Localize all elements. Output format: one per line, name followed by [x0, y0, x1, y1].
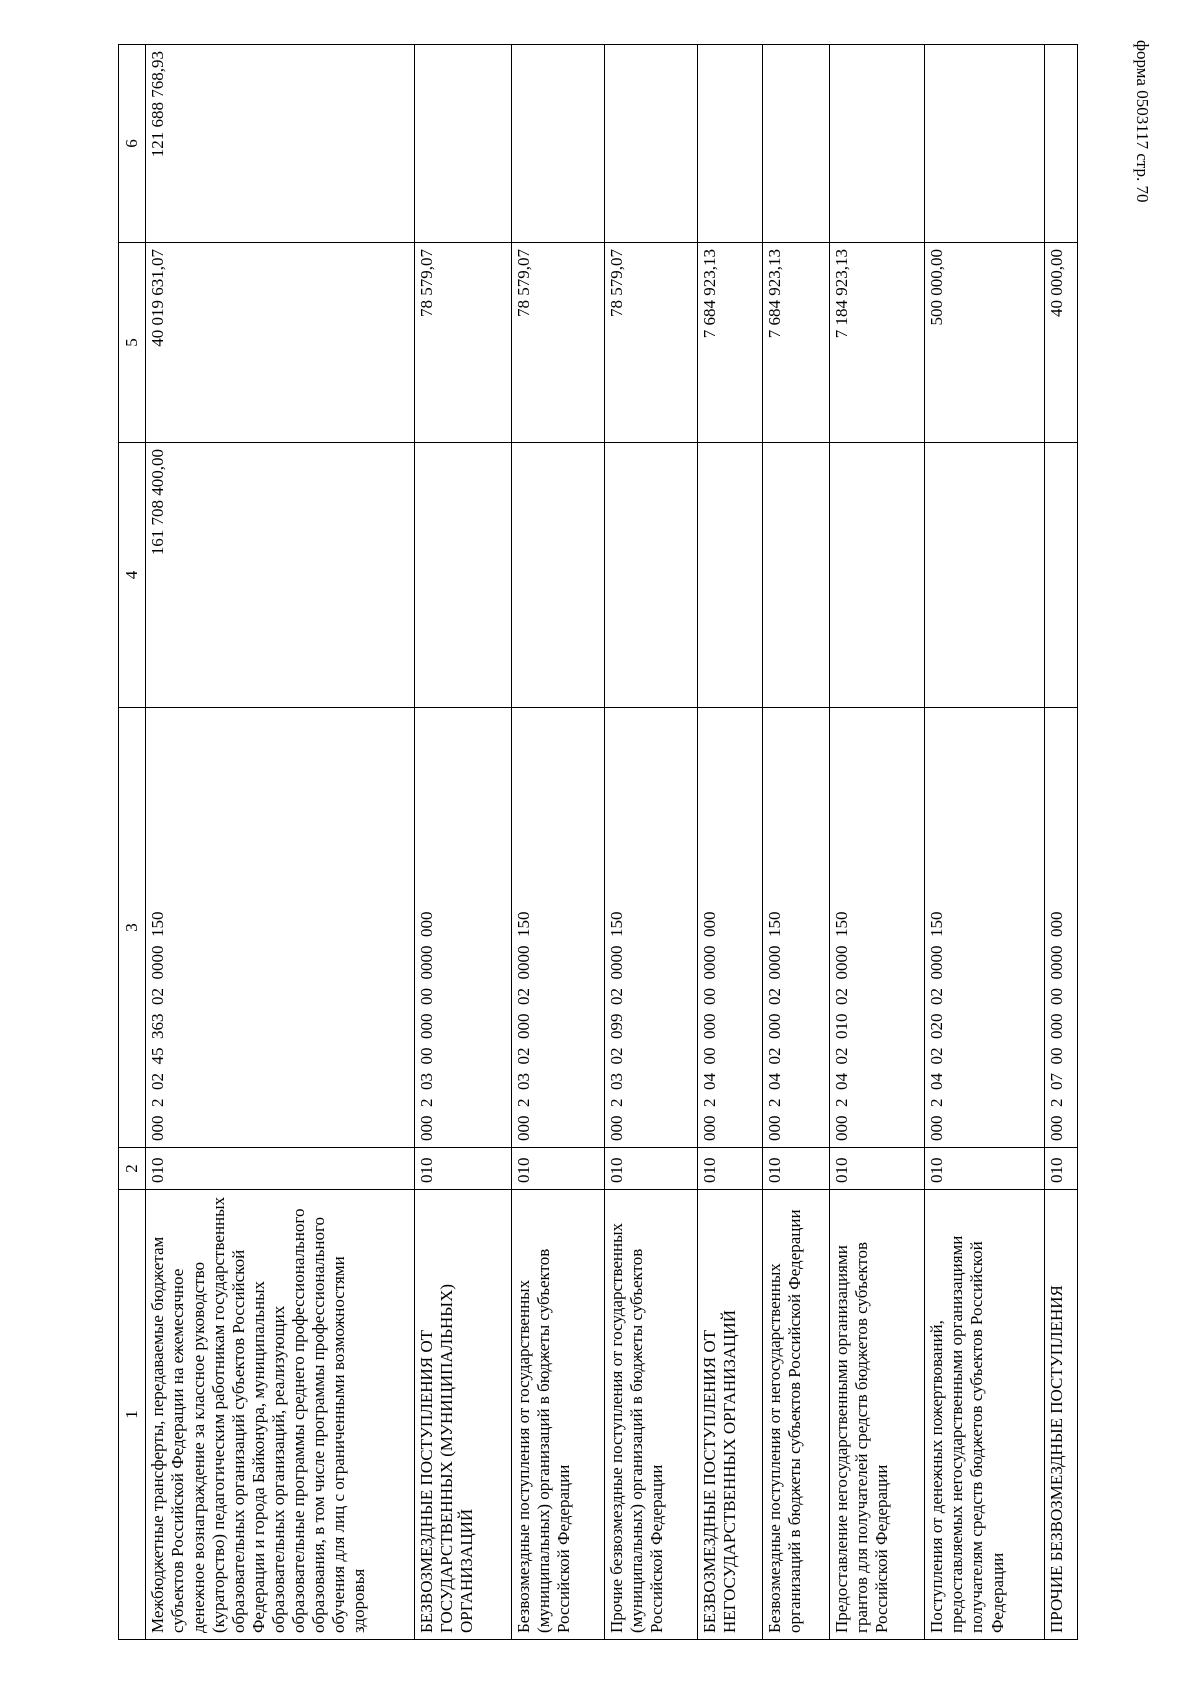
row-executed: 78 579,07 — [415, 243, 512, 443]
row-name: БЕЗВОЗМЕЗДНЫЕ ПОСТУПЛЕНИЯ ОТ НЕГОСУДАРСТВЕННЫХ ОРГАНИЗАЦИЙ — [697, 1190, 763, 1640]
column-number: 3 — [119, 708, 146, 1148]
table-row — [925, 45, 1044, 1640]
row-approved — [415, 443, 512, 708]
table-row — [604, 45, 697, 1640]
column-number: 1 — [119, 1190, 146, 1640]
row-remaining: 121 688 768,93 — [146, 45, 415, 243]
row-approved: 161 708 400,00 — [146, 443, 415, 708]
row-income-code: 000 2 03 00 000 00 0000 000 — [415, 708, 512, 1148]
row-approved — [925, 443, 1044, 708]
form-page-label: форма 0503117 стр. 70 — [1133, 40, 1152, 203]
row-executed: 78 579,07 — [604, 243, 697, 443]
row-name: Поступления от денежных пожертвований, предоставляемых негосударственными организациями получателям средств бюджетов субъектов Российской Федерации — [925, 1190, 1044, 1640]
row-executed: 40 000,00 — [1044, 243, 1077, 443]
row-approved — [763, 443, 830, 708]
column-number: 5 — [119, 243, 146, 443]
row-name: Безвозмездные поступления от негосударственных организаций в бюджеты субъектов Российской Федерации — [763, 1190, 830, 1640]
table-row — [763, 45, 830, 1640]
row-remaining — [763, 45, 830, 243]
table-row — [697, 45, 763, 1640]
row-remaining — [925, 45, 1044, 243]
row-income-code: 000 2 04 02 000 02 0000 150 — [763, 708, 830, 1148]
row-approved — [604, 443, 697, 708]
row-approved — [1044, 443, 1077, 708]
row-name: Безвозмездные поступления от государственных (муниципальных) организаций в бюджеты субъектов Российской Федерации — [511, 1190, 604, 1640]
row-name: БЕЗВОЗМЕЗДНЫЕ ПОСТУПЛЕНИЯ ОТ ГОСУДАРСТВЕННЫХ (МУНИЦИПАЛЬНЫХ) ОРГАНИЗАЦИЙ — [415, 1190, 512, 1640]
row-income-code: 000 2 04 02 020 02 0000 150 — [925, 708, 1044, 1148]
row-remaining — [697, 45, 763, 243]
row-income-code: 000 2 04 00 000 00 0000 000 — [697, 708, 763, 1148]
row-executed: 7 684 923,13 — [763, 243, 830, 443]
row-line-code: 010 — [146, 1148, 415, 1190]
row-remaining — [830, 45, 925, 243]
rotated-table-container — [118, 45, 1078, 1640]
row-income-code: 000 2 03 02 000 02 0000 150 — [511, 708, 604, 1148]
column-number: 2 — [119, 1148, 146, 1190]
row-executed: 7 184 923,13 — [830, 243, 925, 443]
table-row — [830, 45, 925, 1640]
row-name: ПРОЧИЕ БЕЗВОЗМЕЗДНЫЕ ПОСТУПЛЕНИЯ — [1044, 1190, 1077, 1640]
row-name: Межбюджетные трансферты, передаваемые бюджетам субъектов Российской Федерации на ежемесячное денежное вознаграждение за классное руководство (кураторство) педагогическим работникам государственных образовательных организаций субъектов Российской Федерации и города Байконура, муниципальных образовательных организаций, реализующих образовательные программы среднего профессионального образования, в том числе программы профессионального обучения для лиц с ограниченными возможностями здоровья — [146, 1190, 415, 1640]
row-line-code: 010 — [415, 1148, 512, 1190]
row-approved — [697, 443, 763, 708]
row-line-code: 010 — [1044, 1148, 1077, 1190]
report-table — [118, 44, 1078, 1640]
row-executed: 7 684 923,13 — [697, 243, 763, 443]
row-approved — [511, 443, 604, 708]
row-remaining — [415, 45, 512, 243]
row-line-code: 010 — [511, 1148, 604, 1190]
row-income-code: 000 2 04 02 010 02 0000 150 — [830, 708, 925, 1148]
column-number-row — [119, 45, 146, 1640]
table-row — [511, 45, 604, 1640]
row-income-code: 000 2 02 45 363 02 0000 150 — [146, 708, 415, 1148]
table-row — [146, 45, 415, 1640]
column-number: 6 — [119, 45, 146, 243]
row-name: Предоставление негосударственными организациями грантов для получателей средств бюджетов субъектов Российской Федерации — [830, 1190, 925, 1640]
row-line-code: 010 — [830, 1148, 925, 1190]
row-line-code: 010 — [604, 1148, 697, 1190]
row-executed: 78 579,07 — [511, 243, 604, 443]
row-executed: 500 000,00 — [925, 243, 1044, 443]
table-row — [415, 45, 512, 1640]
row-line-code: 010 — [697, 1148, 763, 1190]
row-income-code: 000 2 03 02 099 02 0000 150 — [604, 708, 697, 1148]
row-income-code: 000 2 07 00 000 00 0000 000 — [1044, 708, 1077, 1148]
row-name: Прочие безвозмездные поступления от государственных (муниципальных) организаций в бюджеты субъектов Российской Федерации — [604, 1190, 697, 1640]
row-remaining — [511, 45, 604, 243]
row-remaining — [1044, 45, 1077, 243]
row-approved — [830, 443, 925, 708]
row-line-code: 010 — [925, 1148, 1044, 1190]
table-row — [1044, 45, 1077, 1640]
row-line-code: 010 — [763, 1148, 830, 1190]
column-number: 4 — [119, 443, 146, 708]
row-remaining — [604, 45, 697, 243]
row-executed: 40 019 631,07 — [146, 243, 415, 443]
